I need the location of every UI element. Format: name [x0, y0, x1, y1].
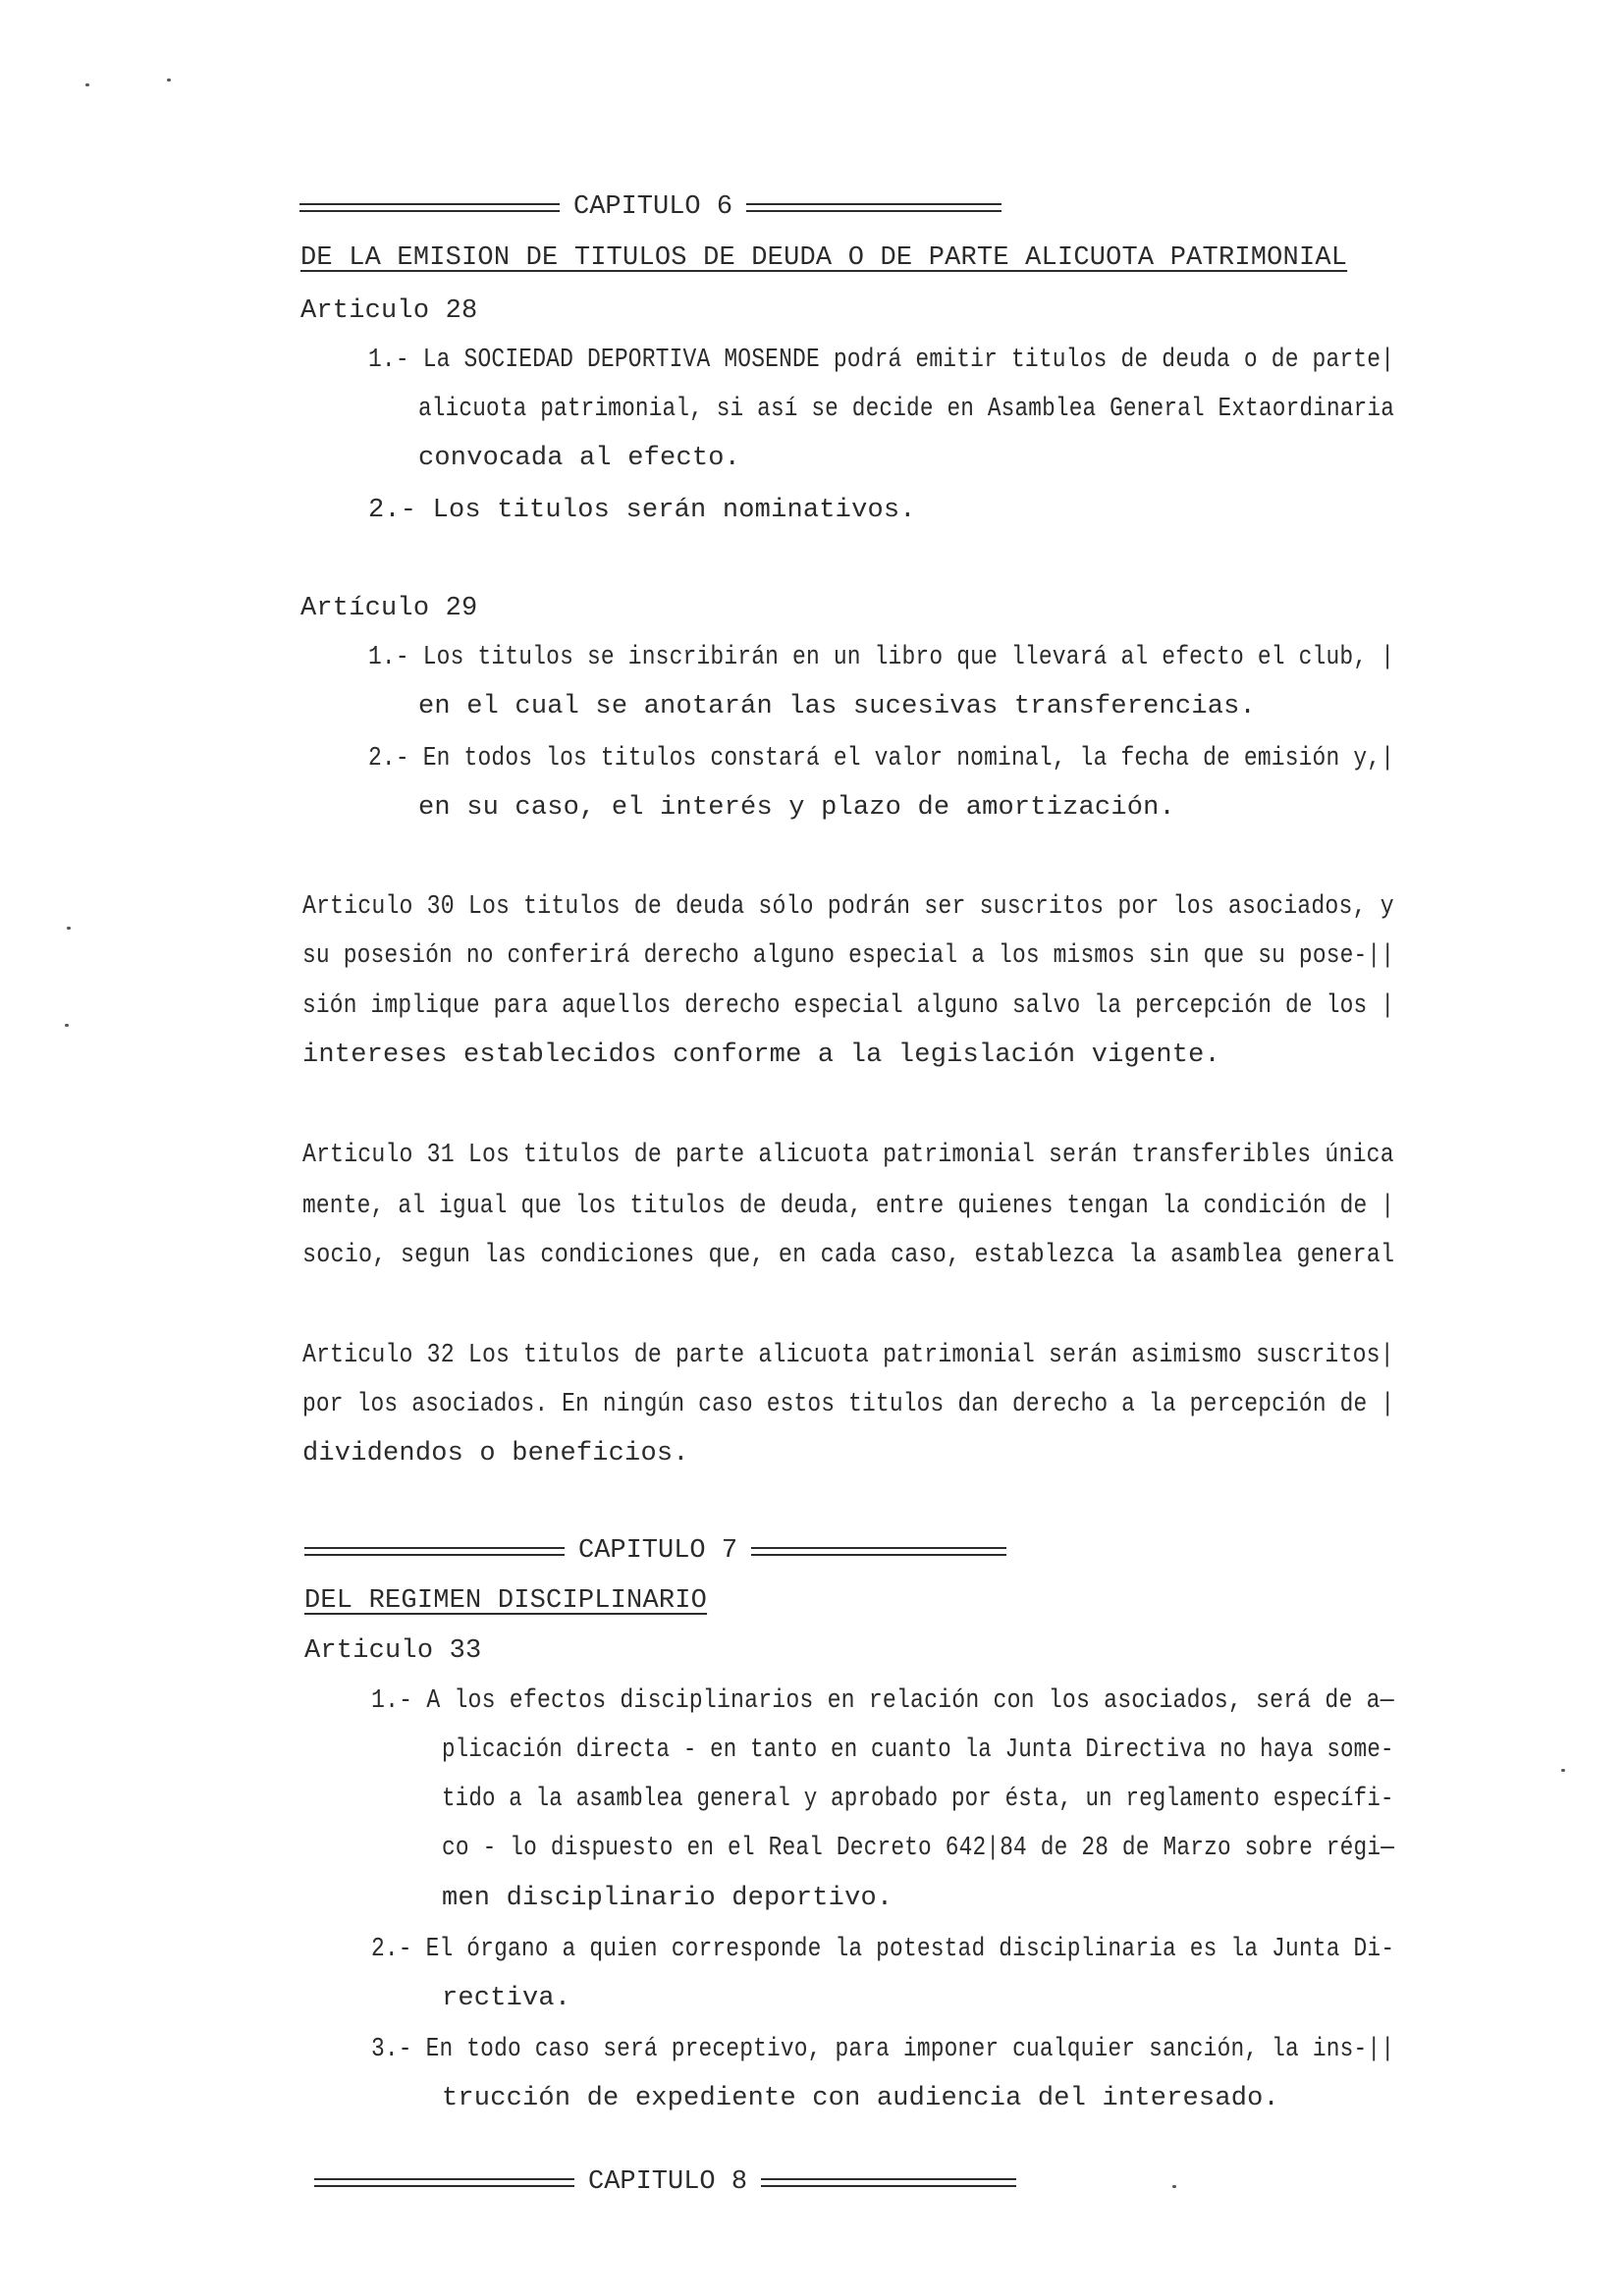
double-rule-right: [746, 203, 1001, 212]
article-text-line: Articulo 30 Los titulos de deuda sólo podrán ser suscritos por los asociados, y: [302, 892, 1394, 922]
article-title: Artículo 29: [300, 594, 478, 623]
scan-speck: [65, 1024, 69, 1027]
article-text-line: 2.- Los titulos serán nominativos.: [368, 496, 916, 525]
article-text-line: sión implique para aquellos derecho especial alguno salvo la percepción de los |: [302, 991, 1395, 1021]
article-text-line: por los asociados. En ningún caso estos titulos dan derecho a la percepción de |: [302, 1390, 1395, 1419]
chapter-heading: DE LA EMISION DE TITULOS DE DEUDA O DE PARTE ALICUOTA PATRIMONIAL: [300, 243, 1348, 273]
article-text-line: Articulo 31 Los titulos de parte alicuota patrimonial serán transferibles única: [302, 1141, 1394, 1170]
article-text-line: socio, segun las condiciones que, en cada caso, establezca la asamblea general: [302, 1241, 1395, 1270]
scan-speck: [67, 927, 71, 930]
article-text-line: tido a la asamblea general y aprobado por ésta, un reglamento específi-: [442, 1785, 1394, 1814]
chapter-label: CAPITULO 7: [578, 1536, 738, 1566]
article-text-line: 1.- La SOCIEDAD DEPORTIVA MOSENDE podrá emitir titulos de deuda o de parte|: [368, 346, 1395, 375]
article-title: Articulo 28: [300, 296, 478, 326]
double-rule-right: [751, 1547, 1006, 1556]
chapter-label: CAPITULO 6: [573, 192, 733, 222]
article-text-line: intereses establecidos conforme a la legislación vigente.: [302, 1041, 1220, 1070]
chapter-7-rule: [304, 1536, 1006, 1566]
scan-speck: [1561, 1769, 1565, 1772]
chapter-8-rule: [314, 2167, 1016, 2197]
article-text-line: 1.- Los titulos se inscribirán en un libro que llevará al efecto el club, |: [368, 643, 1395, 672]
article-text-line: Articulo 32 Los titulos de parte alicuota patrimonial serán asimismo suscritos|: [302, 1341, 1394, 1370]
double-rule-left: [299, 203, 560, 212]
article-text-line: mente, al igual que los titulos de deuda, entre quienes tengan la condición de |: [302, 1192, 1395, 1221]
article-text-line: dividendos o beneficios.: [302, 1439, 689, 1468]
double-rule-right: [761, 2178, 1016, 2187]
article-text-line: 2.- El órgano a quien corresponde la potestad disciplinaria es la Junta Di-: [371, 1935, 1395, 1964]
article-text-line: convocada al efecto.: [418, 444, 741, 473]
chapter-label: CAPITULO 8: [588, 2167, 748, 2197]
article-text-line: alicuota patrimonial, si así se decide en Asamblea General Extaordinaria: [418, 395, 1395, 424]
article-text-line: trucción de expediente con audiencia del interesado.: [442, 2084, 1279, 2113]
chapter-heading: DEL REGIMEN DISCIPLINARIO: [304, 1586, 708, 1616]
article-text-line: men disciplinario deportivo.: [442, 1884, 893, 1913]
article-text-line: co - lo dispuesto en el Real Decreto 642|84 de 28 de Marzo sobre régi—: [442, 1834, 1395, 1863]
article-title: Articulo 33: [304, 1636, 482, 1666]
article-text-line: en su caso, el interés y plazo de amortización.: [418, 793, 1175, 823]
double-rule-left: [314, 2178, 574, 2187]
article-text-line: 1.- A los efectos disciplinarios en relación con los asociados, será de a—: [371, 1686, 1394, 1716]
article-text-line: su posesión no conferirá derecho alguno especial a los mismos sin que su pose-||: [302, 941, 1395, 971]
scan-speck: [167, 79, 171, 81]
scan-speck: [85, 83, 89, 86]
double-rule-left: [304, 1547, 565, 1556]
article-text-line: 2.- En todos los titulos constará el valor nominal, la fecha de emisión y,|: [368, 744, 1395, 774]
chapter-6-rule: [299, 192, 1001, 222]
article-text-line: 3.- En todo caso será preceptivo, para imponer cualquier sanción, la ins-||: [371, 2035, 1395, 2064]
article-text-line: plicación directa - en tanto en cuanto la Junta Directiva no haya some-: [442, 1735, 1394, 1765]
article-text-line: en el cual se anotarán las sucesivas transferencias.: [418, 692, 1256, 721]
scan-speck: [1172, 2185, 1176, 2188]
article-text-line: rectiva.: [442, 1984, 571, 2013]
